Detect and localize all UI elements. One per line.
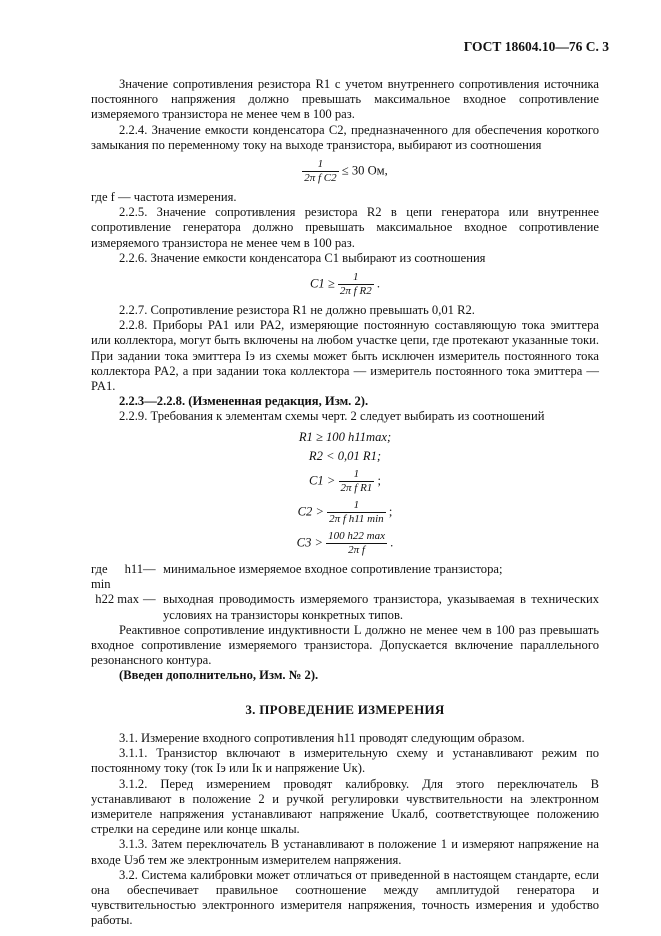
- paragraph-3-1-1: 3.1.1. Транзистор включают в измерительную схему и устанавливают режим по постоянному току (ток Iэ или Iк и напряжение Uк).: [91, 746, 599, 776]
- formula-r2: R2 < 0,01 R1;: [308, 448, 382, 463]
- denominator: 2π f C2: [304, 172, 337, 185]
- formula-c3: [91, 530, 599, 557]
- formula-rhs: ≤ 30 Ом,: [341, 163, 388, 178]
- denominator: 2π f R2: [339, 285, 372, 298]
- added-note: (Введен дополнительно, Изм. № 2).: [119, 668, 319, 683]
- paragraph-3-2: 3.2. Система калибровки может отличаться от приведенной в настоящем стандарте, если она обеспечивает правильное соотношение между амплитудой генератора и чувствительностью электронного измерителя напряжения, точность измерения и удобство работы.: [91, 867, 599, 928]
- numerator: 100 h22 max: [328, 530, 385, 543]
- page-header: ГОСТ 18604.10—76 С. 3: [463, 39, 609, 54]
- formula-c2: [91, 158, 599, 185]
- formula-rhs: .: [390, 535, 394, 550]
- formula-rhs: .: [376, 276, 381, 291]
- denominator: 2π f h11 min: [329, 513, 384, 526]
- fraction: [326, 530, 387, 557]
- formula-rhs: ;: [388, 504, 393, 519]
- legend-symbol: h22 max: [95, 592, 139, 607]
- formula-lhs: C2 >: [297, 504, 324, 519]
- legend-text: минимальное измеряемое входное сопротивление транзистора;: [163, 562, 503, 577]
- numerator: 1: [327, 499, 386, 513]
- paragraph-reactance: Реактивное сопротивление индуктивности L должно не менее чем в 100 раз превышать входное сопротивление измеряемого транзистора. Допускается включение параллельного резонансного контура.: [91, 622, 599, 668]
- formula-group: [91, 430, 599, 557]
- fraction: [338, 271, 374, 298]
- fraction: [339, 468, 375, 495]
- section-title: 3. ПРОВЕДЕНИЕ ИЗМЕРЕНИЯ: [245, 701, 445, 717]
- formula-c1-r1: [91, 468, 599, 495]
- paragraph-3-1-3: 3.1.3. Затем переключатель B устанавливают в положение 1 и измеряют напряжение на входе Uэб тем же электронным измерителем напряжения.: [91, 837, 599, 867]
- formula-c1: [91, 271, 599, 298]
- formula-rhs: ;: [377, 473, 381, 488]
- denominator: 2π f R1: [340, 482, 373, 495]
- where-f: где f — частота измерения.: [91, 190, 237, 205]
- paragraph-r1: Значение сопротивления резистора R1 с учетом внутреннего сопротивления источника постоянного напряжения должно превышать максимальное входное сопротивление измеряемого транзистора не менее чем в 100 раз.: [91, 77, 599, 122]
- legend-text: выходная проводимость измеряемого транзистора, указываемая в технических условиях на транзисторы конкретных типов.: [163, 592, 599, 622]
- paragraph-2-2-7: 2.2.7. Сопротивление резистора R1 не должно превышать 0,01 R2.: [119, 303, 475, 318]
- paragraph-3-1-2: 3.1.2. Перед измерением проводят калибровку. Для этого переключатель B устанавливают в положение 2 и ручкой регулировки чувствительности на электронном измерителе напряжения устанавливают напряжение Uкалб, соответствующее положению стрелки на середине или конце шкалы.: [91, 776, 599, 837]
- formula-lhs: C1 >: [309, 473, 336, 488]
- fraction: [302, 158, 338, 185]
- denominator: 2π f: [348, 544, 365, 557]
- formula-lhs: C1 ≥: [309, 276, 335, 291]
- paragraph-3-1: 3.1. Измерение входного сопротивления h11 проводят следующим образом.: [119, 730, 525, 745]
- formula-lhs: C3 >: [296, 535, 324, 550]
- formula-c2-h11: [91, 499, 599, 526]
- amendment-note: 2.2.3—2.2.8. (Измененная редакция, Изм. 2).: [119, 394, 369, 409]
- legend-dash: —: [143, 562, 156, 577]
- legend-dash: —: [143, 592, 156, 607]
- numerator: 1: [338, 271, 374, 285]
- document-body: [91, 77, 599, 929]
- numerator: 1: [339, 468, 375, 482]
- paragraph-2-2-4: 2.2.4. Значение емкости конденсатора C2, предназначенного для обеспечения короткого замыкания по переменному току на выходе транзистора, выбирают из соотношения: [91, 122, 599, 152]
- paragraph-2-2-8: 2.2.8. Приборы PA1 или PA2, измеряющие постоянную составляющую тока эмиттера или коллектора, могут быть включены на любом участке цепи, где протекают указанные токи. При задании тока эмиттера Iэ из схемы может быть исключен измеритель постоянного тока коллектора PA2, а при задании тока коллектора — измеритель постоянного тока эмиттера — PA1.: [91, 318, 599, 394]
- formula-r1: R1 ≥ 100 h11max;: [298, 429, 392, 444]
- paragraph-2-2-9: 2.2.9. Требования к элементам схемы черт. 2 следует выбирать из соотношений: [119, 409, 545, 424]
- legend: [91, 562, 599, 623]
- paragraph-2-2-6: 2.2.6. Значение емкости конденсатора C1 выбирают из соотношения: [119, 250, 486, 265]
- fraction: [327, 499, 386, 526]
- legend-symbol: где h11 min: [91, 562, 143, 592]
- paragraph-2-2-5: 2.2.5. Значение сопротивления резистора R2 в цепи генератора или внутреннее сопротивление генератора должно превышать максимальное входное сопротивление измеряемого транзистора не менее чем в 100 раз.: [91, 205, 599, 250]
- numerator: 1: [302, 158, 338, 172]
